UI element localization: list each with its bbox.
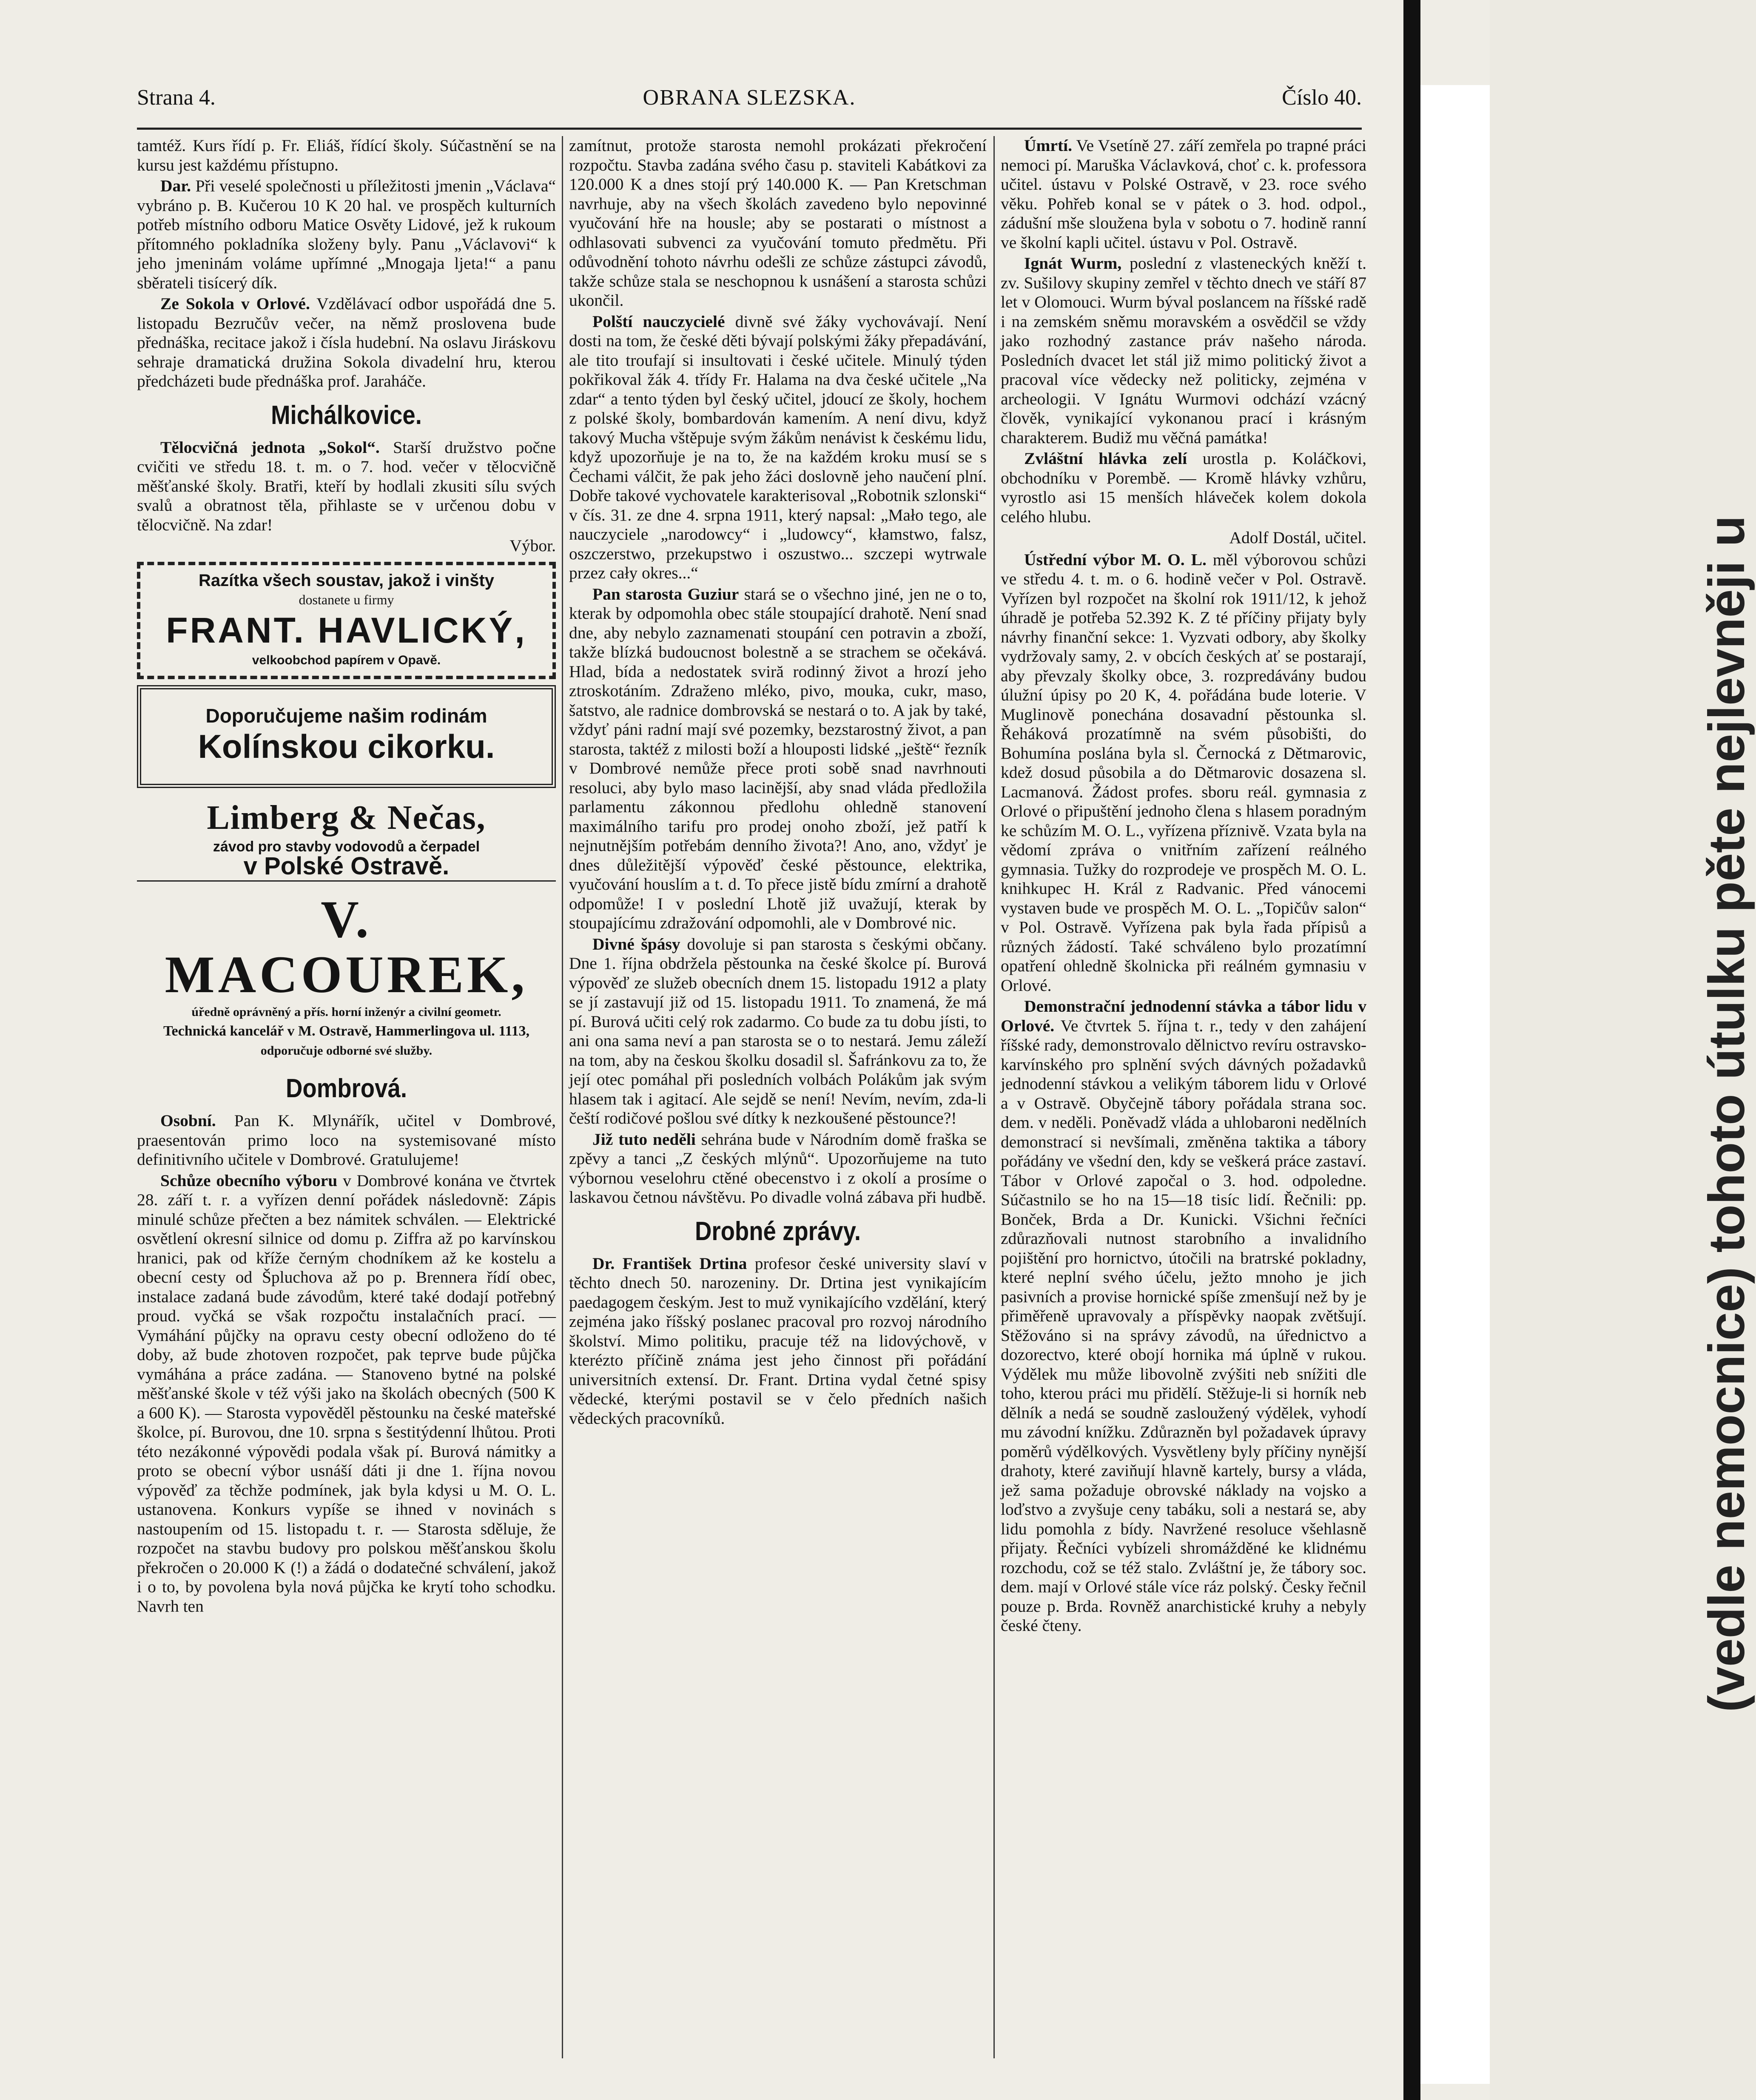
article-text: v Dombrové konána ve čtvrtek 28. září t. r. a vyřízen denní pořádek následovně: Zápis minulé schůze přečten a bez námitek schválen. — Elektrické osvětlení okresní silnice od domu p. Ziffra až po karvínskou hranici, pak od kříže černým chodníkem až ke kostelu a obecní cesty od Špluchova až po p. Brennera řídí obec, instalace zadaná bude závodům, které také dodají potřebný proud. vyčká se však rozpočtu instalačních prací. — Vymáhání půjčky na opravu cesty obecní odloženo do té doby, až bude zhotoven rozpočet, pak teprve bude půjčka vymáhána a práce zadána. — Stanoveno bytné na polské měšťanské škole v též výši jako na školách obecných (500 K a 600 K). — Starosta vypověděl pěstounku na české mateřské školce, pí. Burovou, dne 10. srpna s šestitýdenní lhůtou. Proti této nezákonné výpovědi podala však pí. Burová námitky a proto se obecní výbor usnáší dáti ji dne 1. října novou výpověď za těchže podmínek, jak byla kdysi u M. O. L. ustanovena. Konkurs vypíše se ihned v novinách s nastoupením od 15. listopadu t. r. — Starosta sděluje, že rozpočet na stavbu budovy pro polskou měšťanskou školu překročen o 20.000 K (!) a žádá o dodatečné schválení, jakož i o to, by povolena byla nová půjčka ke krytí toho schodku. Navrh ten [137, 1171, 556, 1616]
section-heading-drobne: Drobné zprávy. [694, 1216, 861, 1246]
newspaper-title: OBRANA SLEZSKA. [643, 85, 856, 110]
header-rule [137, 128, 1362, 130]
ad-line: závod pro stavby vodovodů a čerpadel [213, 838, 480, 855]
ad-line: Technická kancelář v M. Ostravě, Hammerlingova ul. 1113, [163, 1023, 529, 1039]
article-jiz [569, 1130, 987, 1207]
advertisement-macourek [137, 888, 556, 1065]
article-drtina [569, 1254, 987, 1428]
article-text: měl výborovou schůzi ve středu 4. t. m. o 6. hodině večer v Pol. Ostravě. Vyřízen byl rozpočet na školní rok 1911/12, k jehož úhradě je potřeba 52.392 K. Z té příčiny přijaty byly návrhy finanční sekce: 1. Vyzvati odbory, aby školky vydržovaly samy, 2. v obcích českých ať se postarají, aby převzaly školky obce, 3. rozpredávány budou úlužní úpisy po 20 K, 4. pořádána bude loterie. V Muglinově ponechána dosavadní pěstounka sl. Řeháková prozatímně na svém působišti, do Bohumína poslána byla sl. Černocká z Dětmarovic, kdež dosud působila a do Dětmarovic dosazena sl. Lacmanová. Žádost profes. sboru reál. gymnasia z Orlové o připuštění jednoho člena s hlasem poradným ke schůzím M. O. L., vyřízena příznivě. Vzata byla na vědomí zpráva o vnitřním zařízení reálného gymnasia. Tužky do rozprodeje ve prospěch M. O. L. knihkupec H. Král z Radvanic. Před vánocemi vystaven bude ve prospěch M. O. L. „Topičův salon“ v Pol. Ostravě. Vyřízena pak byla řada přípisů a různých žádostí. Také schváleno bylo prozatímní opatření ohledně školnicka při reálném gymnasiu v Orlové. [1001, 550, 1366, 995]
article-text: divně své žáky vychovávají. Není dosti na tom, že české děti bývají polskými žáky přepadávání, ale tito troufají si insultovati i české učitele. Minulý týden pokřikoval žák 4. třídy Fr. Halama na dva české učitele „Na zdar“ a tento týden byl český učitel, jdoucí ze školy, hochem z polské školy, bombardován kamením. A není divu, když takový Mucha vštěpuje svým žákům nenávist k českému lidu, když upozorňuje je na to, že na každém kroku musí se s Čechami válčit, že pak jeho žáci doslovně jeho naučení plní. Dobře takové vychovatele karakterisoval „Robotnik szlonski“ v čís. 31. ze dne 4. srpna 1911, který napsal: „Mało tego, ale nauczyciele „narodowcy“ i „ludowcy“, kłamstwo, falsz, oszczerstwo, przekupstwo i oszustwo... szczepi wytrwale przez cały okres...“ [569, 312, 987, 582]
signature: Výbor. [509, 536, 556, 555]
article-title: Tělocvičná jednota „Sokol“. [160, 438, 380, 457]
article-guziur [569, 585, 987, 933]
rotated-margin-text: (vedle nemocnice) tohoto útulku pěte nejlevněji u [1698, 515, 1755, 1712]
article-text: Pan K. Mlynářík, učitel v Dombrové, praesentován primo loco na systemisované místo definitivního učitele v Dombrové. Gratulujeme! [137, 1111, 556, 1169]
article-text: Ve Vsetíně 27. září zemřela po trapné práci nemoci pí. Maruška Václavková, choť c. k. professora učitel. ústavu v Polské Ostravě, v 23. roce svého věku. Pohřeb konal se v pátek o 3. hod. odpol., zádušní mše sloužena byla v sobotu o 7. hodině ranní ve školní kapli učitel. ústavu v Pol. Ostravě. [1001, 136, 1366, 252]
article-stavka [1001, 997, 1366, 1636]
article-text: sehrána bude v Národním domě fraška se zpěvy a tanci „Z českých mlýnů“. Upozorňujeme na tuto výbornou veselohru ctěné obecenstvo i z okolí a prosíme o laskavou četnou návštěvu. Po divadle volná zábava při hudbě. [569, 1130, 987, 1207]
article-polsti [569, 312, 987, 583]
article-title: Polští nauczycielé [592, 312, 725, 331]
column-2 [569, 136, 987, 2058]
column-1 [137, 136, 556, 2058]
page-header [137, 85, 1362, 123]
ad-line: úředně oprávněný a přís. horní inženýr a civilní geometr. [191, 1004, 501, 1019]
article-title: Osobní. [160, 1111, 216, 1130]
article-wurm [1001, 254, 1366, 447]
column-3 [1001, 136, 1366, 2058]
article-title: Divné špásy [592, 934, 680, 953]
signature: Adolf Dostál, učitel. [1229, 528, 1366, 547]
section-heading-dombrova: Dombrová. [286, 1074, 407, 1103]
article-text: poslední z vlasteneckých kněží t. zv. Sušilovy skupiny zemřel v těchto dnech ve stáří 87 let v Olomouci. Wurm býval poslancem na říšské radě i na zemském sněmu moravském a osvědčil se vždy jako rozhodný zastance práv našeho národa. Posledních dvacet let stál již mimo politický život a pracoval více vědecky než politicky, zejména v archeologii. V Ignátu Wurmovi odchází vzácný člověk, vynikající vykonanou prací i krásným charakterem. Budiž mu věčná památka! [1001, 254, 1366, 447]
article-telocvicna [137, 438, 556, 535]
ad-line: odporučuje odborné své služby. [260, 1043, 433, 1058]
article-umrti [1001, 136, 1366, 252]
column-separator [562, 136, 563, 2058]
ad-company-name: V. MACOUREK, [165, 890, 528, 1004]
column-separator [993, 136, 995, 2058]
advertisement-havlicky [137, 562, 556, 680]
page-number: Strana 4. [137, 85, 216, 110]
ad-company-name: FRANT. HAVLICKÝ, [166, 610, 527, 650]
article-dar [137, 176, 556, 293]
article-title: Pan starosta Guziur [592, 584, 739, 603]
ad-line: v Polské Ostravě. [243, 852, 450, 880]
ad-product-name: Kolínskou cikorku. [198, 727, 495, 765]
article-sokol [137, 294, 556, 391]
article-continuation: zamítnut, protože starosta nemohl prokázati překročení rozpočtu. Stavba zadána svého času p. staviteli Kabátkovi za 120.000 K a dnes stojí prý 140.000 K. — Pan Kretschman navrhuje, aby na všech školách zavedeno bylo nepovinné vyučování hře na housle; aby se postarati o místnost a odhlasovati subvenci za vyučování tomuto předmětu. Při odůvodnění tohoto návrhu odešli ze schůze zástupci závodů, takže schůze stala se neschopnou k usnášení a starosta schůzi ukončil. [569, 136, 987, 310]
article-text: profesor české university slaví v těchto dnech 50. narozeniny. Dr. Drtina jest vynikajícím paedagogem českým. Jest to muž vynikajícího vzdělání, který zejména jako říšský poslanec pracoval pro rozvoj národního školství. Mimo politiku, pracuje též na lidovýchově, v kterézto příčině známa jest jeho činnost při pořádání universitních extensí. Dr. Frant. Drtina vydal četné spisy vědecké, kterými postavil se v čelo předních našich vědeckých pracovníků. [569, 1254, 987, 1428]
article-title: Ze Sokola v Orlové. [160, 294, 310, 313]
article-text: Vzdělávací odbor uspořádá dne 5. listopadu Bezručův večer, na němž proslovena bude přednáška, recitace jakož i čísla hudební. Na oslavu Jiráskovu sehraje dramatická družina Sokola divadelní hru, kterou předcházeti bude přednáška prof. Jaraháče. [137, 294, 556, 390]
section-heading-michalkovice: Michálkovice. [271, 400, 422, 430]
article-continuation: tamtéž. Kurs řídí p. Fr. Eliáš, řídící školy. Súčastnění se na kursu jest každému přístupno. [137, 136, 556, 174]
page-edge-bar [1403, 0, 1420, 2100]
article-divne [569, 935, 987, 1128]
article-text: Starší družstvo počne cvičiti ve středu 18. t. m. o 7. hod. večer v tělocvičně měšťanské školy. Bratři, kteří by hodlali zkusiti sílu svých svalů a obratnost těla, přihlaste se v určenou dobu v tělocvičně. Na zdar! [137, 438, 556, 534]
article-title: Zvláštní hlávka zelí [1024, 449, 1187, 468]
article-hlavka [1001, 449, 1366, 526]
article-title: Dr. František Drtina [592, 1254, 747, 1273]
article-title: Ignát Wurm, [1024, 254, 1122, 273]
article-text: Ve čtvrtek 5. října t. r., tedy v den zahájení říšské rady, demonstrovalo dělnictvo revíru ostravsko-karvínského pro splnění svých dávných požadavků jednodenní stávkou a velikým táborem lidu v Orlové a v Ostravě. Obyčejně tábory pořádala strana soc. dem. v neděli. Poněvadž vláda a uhlobaroni nedělních demonstrací si nevšímali, změněna taktika a tábory pořádány ve všední den, kdy se veškerá práce zastaví. Tábor v Orlové započal o 3. hod. odpoledne. Súčastnilo se ho na 15—18 tisíc lidí. Řečnili: pp. Bonček, Brda a Dr. Kunicki. Všichni řečníci zdůrazňovali nutnost starobního a invalidního pojištění pro hornictvo, útočili na bratrské pokladny, které neplní svého účelu, ježto mnoho je jich pasivních a provise hornické spíše zmenšují než by je přiměřeně upravovaly a příspěvky naopak zvětšují. Stěžováno si na správy závodů, na úřednictvo a dozorectvo, které obojí hornika má úplně v rukou. Výdělek mu může libovolně zvýšiti neb snížiti dle toho, kterou práci mu přidělí. Stěžuje-li si horník neb dělník a nedá se soudně zasloužený výdělek, vyhodí mu závodní knížku. Zdůrazněn byl požadavek úpravy poměrů výdělkových. Vysvětleny byly příčiny nynější drahoty, které zaviňují hlavně kartely, bursy a vláda, jež sama požaduje obrovské náklady na vojsko a loďstvo a zvyšuje ceny tabáku, soli a nestará se, aby lidu pomohla z bídy. Navržené resoluce všehlasně přijaty. Řečníci vybízeli shromážděné ke klidnému rozchodu, což se též stalo. Zvláštní je, že tábory soc. dem. mají v Orlové stále více ráz polský. Česky řečnil pouze p. Brda. Rovněž anarchistické kruhy a nebyly české čteny. [1001, 1016, 1366, 1635]
article-text: stará se o všechno jiné, jen ne o to, kterak by odpomohla obec stále stoupající drahotě. Není snad dne, aby nebylo zaznamenati stoupání cen potravin a zboží, takže blízká budoucnost bolestně a se strachem se očekává. Hlad, bída a nedostatek sviră rodinný život a hrozí jeho ztroskotáním. Zdraženo mléko, pivo, mouka, cukr, maso, šatstvo, ale radnice dombrovská se nestará o to. A jak by také, vždyť páni radní mají své pozemky, bezstarostný život, a pan starosta, taktéž z milosti boží a hlouposti lidské „ještě“ řezník v Dombrové nemůže přece proti sobě snad navrhnouti resoluci, aby bylo maso lacinější, aby snad vláda předložila parlamentu zákonnou předlohu ohledně stanovení maximálního tarifu pro prodej onoho zboží, jež patří k nejnutnějším potřebám denního života?! Ano, ano, vždyť je dnes důležitější výpověď české pěstounce, elektrika, vyučování houslím a t. d. To přece jistě bídu zmírní a drahotě odpomůže! I v poslední Lhotě již uvažují, kterak by stoupajícímu zdražování odpomohli, ale v Dombrové nic. [569, 584, 987, 932]
advertisement-limberg [137, 794, 556, 882]
adjacent-page-margin [1420, 85, 1755, 2084]
article-text: Při veselé společnosti u příležitosti jmenin „Václava“ vybráno p. B. Kučerou 10 K 20 hal. ve prospěch kulturních potřeb místního odboru Matice Osvěty Lidové, jež k rukoum přítomného pokladníka složeny byly. Panu „Václavovi“ k jeho jmeninám voláme upřímné „Mnogaja ljeta!“ a panu sběrateli tisícerý dík. [137, 176, 556, 292]
article-osobni [137, 1111, 556, 1170]
ad-line: Razítka všech soustav, jakož i vinšty [198, 571, 495, 590]
article-title: Úmrtí. [1024, 136, 1072, 155]
article-title: Dar. [160, 176, 191, 195]
article-title: Demonstrační jednodenní stávka a tábor lidu v Orlové. [1001, 997, 1366, 1035]
issue-number: Číslo 40. [1282, 85, 1362, 110]
article-title: Ústřední výbor M. O. L. [1024, 550, 1207, 569]
article-schuze [137, 1171, 556, 1616]
article-text: dovoluje si pan starosta s českými občany. Dne 1. října obdržela pěstounka na české školce pí. Burová výpověď ze služeb obecních dnem 15. listopadu 1912 a platy se jí zastavují již od 15. listopadu 1911. To znamená, že má pí. Burová učiti celý rok zadarmo. Co bude za tu dobu jísti, to ani ona sama neví a pan starosta se o to nestará. Jemu záleží na tom, aby na českou školku dosadil sl. Šafránkovu za to, že její otec pomáhal při posledních volbách Polákům jak svým hlasem tak i agitací. Ale sejdě se není! Nevím, nevím, zda-li čeští rodičové pošlou své dítky k nezkoušené pěstounce?! [569, 934, 987, 1127]
ad-line: Doporučujeme našim rodinám [205, 705, 487, 727]
advertisement-cikorka [137, 685, 556, 788]
article-vybor [1001, 550, 1366, 996]
article-title: Schůze obecního výboru [160, 1171, 338, 1190]
article-text: urostla p. Koláčkovi, obchodníku v Porembě. — Kromě hlávky vzhůru, vyrostlo asi 15 menších hláveček kolem dokola celého hlubu. [1001, 449, 1366, 526]
ad-company-name: Limberg & Nečas, [207, 799, 486, 837]
ad-line: dostanete u firmy [299, 592, 394, 607]
article-title: Již tuto neděli [592, 1130, 696, 1149]
ad-line: velkoobchod papírem v Opavě. [252, 653, 441, 667]
